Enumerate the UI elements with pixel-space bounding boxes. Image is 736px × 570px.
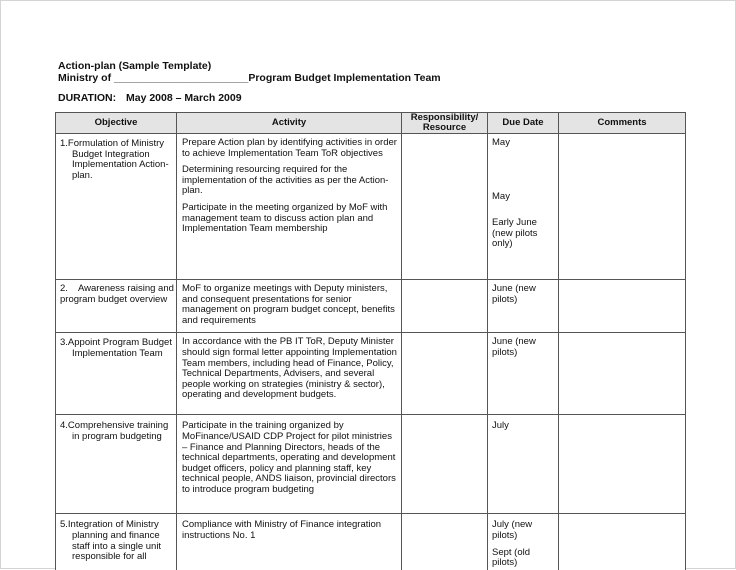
due-date-cell xyxy=(488,333,559,415)
objective-cell xyxy=(56,415,177,514)
table-row xyxy=(56,514,686,570)
table-header-row xyxy=(56,113,686,134)
due-date-text: June (new pilots) xyxy=(492,336,536,358)
objective-cell xyxy=(56,333,177,415)
objective-cell xyxy=(56,134,177,280)
due-date-cell xyxy=(488,514,559,570)
activity-cell xyxy=(177,280,402,333)
due-date-text: July (new pilots) xyxy=(492,519,533,541)
duration-value: May 2008 – March 2009 xyxy=(126,92,242,104)
objective-text-cont: Budget Integration Implementation Action-plan. xyxy=(72,148,169,181)
due-date-text: May xyxy=(492,190,510,202)
due-date-text: July xyxy=(492,420,509,432)
objective-text: 5.Integration of Ministry xyxy=(60,519,159,531)
activity-cell xyxy=(177,134,402,280)
objective-text-cont: planning and finance staff into a single unit responsible for all xyxy=(72,529,162,563)
comments-cell xyxy=(559,280,686,333)
activity-text: Participate in the meeting organized by MoF with management team to discuss action plan and Implementation Team membership xyxy=(182,201,388,235)
objective-cell xyxy=(56,514,177,570)
table-row xyxy=(56,134,686,280)
activity-text: Prepare Action plan by identifying activities in order to achieve Implementation Team ToR objectives xyxy=(182,137,397,159)
column-header-objective: Objective xyxy=(56,113,177,134)
column-header-activity: Activity xyxy=(177,113,402,134)
due-date-text: Sept (old pilots) xyxy=(492,546,531,569)
due-date-cell xyxy=(488,280,559,333)
activity-cell xyxy=(177,514,402,570)
comments-cell xyxy=(559,415,686,514)
column-header-responsibility: Responsibility/ Resource xyxy=(402,113,488,134)
responsibility-cell xyxy=(402,333,488,415)
objective-text: 3.Appoint Program Budget xyxy=(60,337,172,349)
due-date-text: Early June (new pilots only) xyxy=(492,217,538,250)
due-date-cell xyxy=(488,134,559,280)
objective-cell xyxy=(56,280,177,333)
activity-cell xyxy=(177,415,402,514)
column-header-due-date: Due Date xyxy=(488,113,559,134)
duration-label: DURATION: xyxy=(58,92,117,104)
action-plan-table xyxy=(55,112,686,570)
activity-text: Compliance with Ministry of Finance integration instructions No. 1 xyxy=(182,519,382,541)
objective-text: 1.Formulation of Ministry xyxy=(60,138,165,149)
table-row xyxy=(56,280,686,333)
due-date-cell xyxy=(488,415,559,514)
comments-cell xyxy=(559,514,686,570)
objective-text-cont: Implementation Team xyxy=(72,347,163,359)
objective-text: 2. Awareness raising and xyxy=(60,283,174,294)
activity-text: Determining resourcing required for the implementation of the activities as per the Action-plan. xyxy=(182,164,389,197)
activity-cell xyxy=(177,333,402,415)
objective-text-cont: in program budgeting xyxy=(72,430,162,442)
duration-line xyxy=(58,92,242,104)
activity-text: In accordance with the PB IT ToR, Deputy Minister should sign formal letter appointing Implementation Team members, including head of Finance, Policy, Technical Departments, Advisers, and several people working on strategies (ministry & sector), operating and development budgets. xyxy=(182,336,397,401)
table-row xyxy=(56,415,686,514)
responsibility-cell xyxy=(402,514,488,570)
table-row xyxy=(56,333,686,415)
responsibility-cell xyxy=(402,134,488,280)
document-title: Action-plan (Sample Template) xyxy=(58,60,212,72)
comments-cell xyxy=(559,134,686,280)
activity-text: MoF to organize meetings with Deputy ministers, and consequent presentations for senior management on program budget concept, benefits and requirements xyxy=(182,283,395,326)
ministry-line: Ministry of _______________________Program Budget Implementation Team xyxy=(58,72,441,84)
column-header-comments: Comments xyxy=(559,113,686,134)
due-date-text: June (new pilots) xyxy=(492,283,536,305)
objective-text: 4.Comprehensive training xyxy=(60,420,169,432)
objective-text-cont: program budget overview xyxy=(60,293,168,305)
comments-cell xyxy=(559,333,686,415)
responsibility-cell xyxy=(402,415,488,514)
due-date-text: May xyxy=(492,137,510,148)
activity-text: Participate in the training organized by MoFinance/USAID CDP Project for pilot ministries – Finance and Planning Directors, heads of the technical departments, operating and development budget officers, policy and planning staff, key technical people, ANDS liaison, provincial directors to introduce program budgeting xyxy=(182,420,396,495)
responsibility-cell xyxy=(402,280,488,333)
